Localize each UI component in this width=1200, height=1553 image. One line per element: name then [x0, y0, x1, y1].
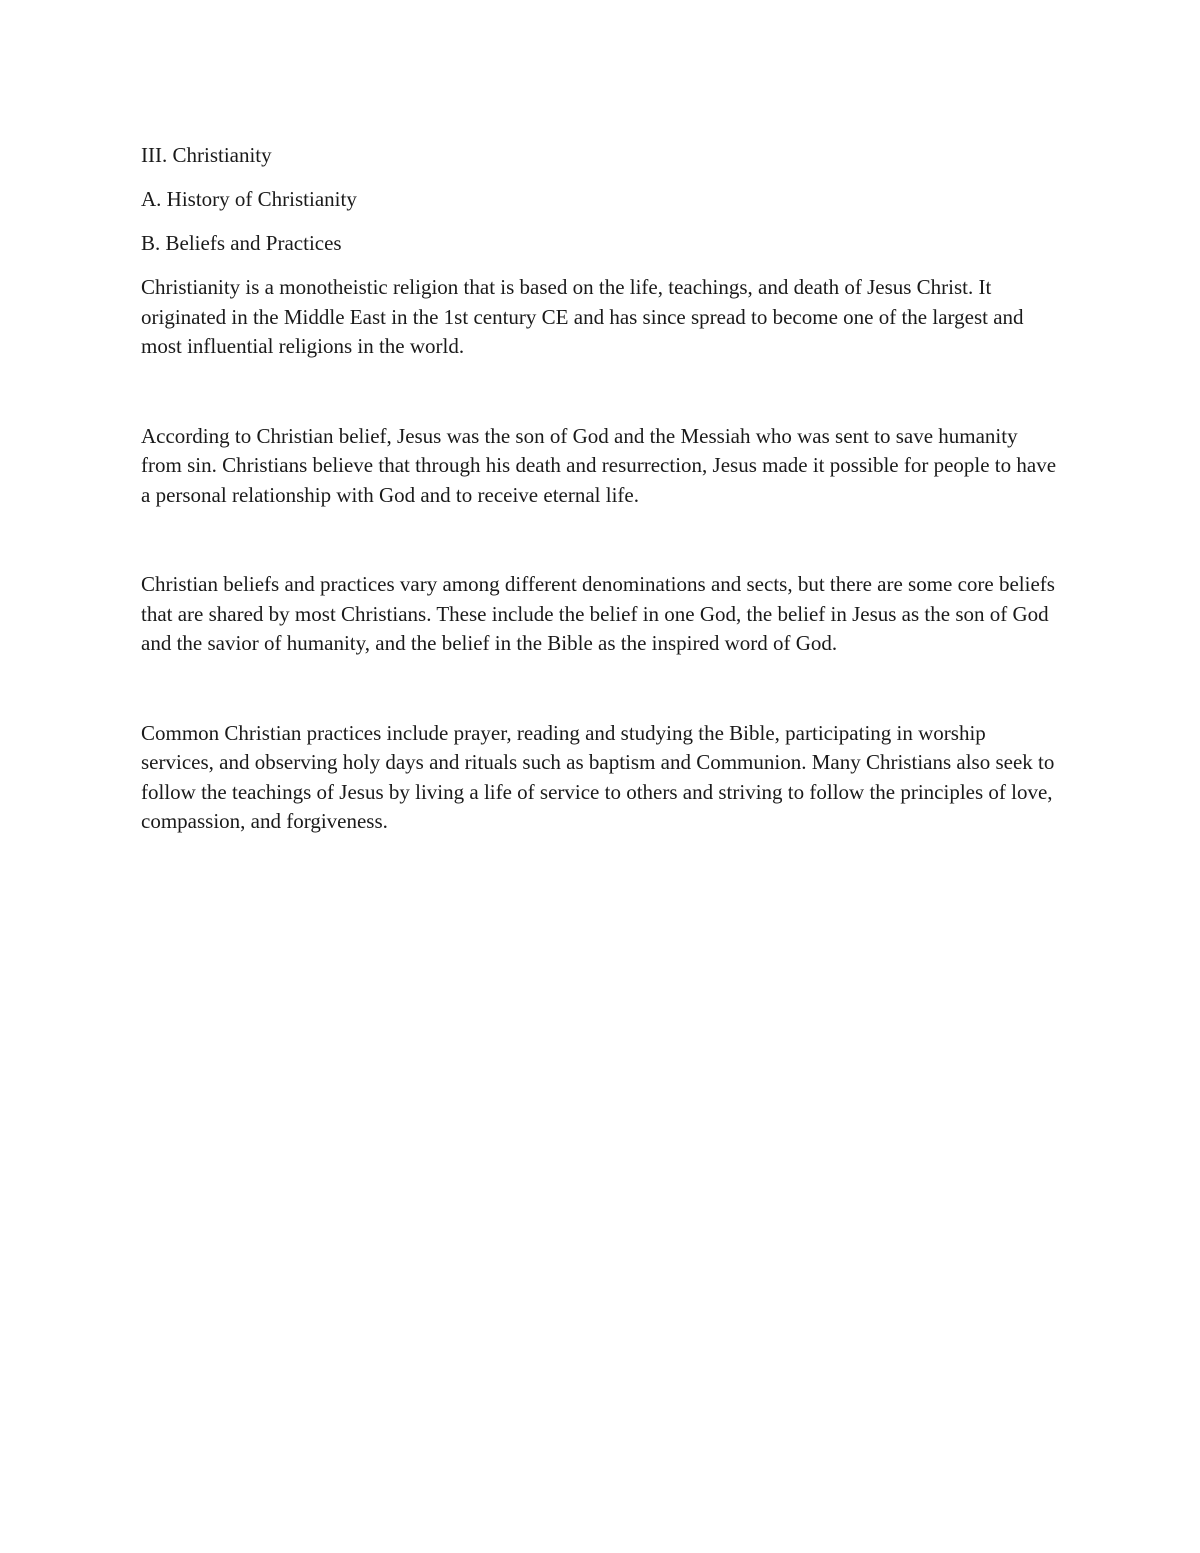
paragraph-practices: Common Christian practices include prayer, reading and studying the Bible, participating in worship services, and observing holy days and rituals such as baptism and Communion. Many Christians also seek to follow the teachings of Jesus by living a life of service to others and striving to follow the principles of love, compassion, and forgiveness.	[141, 720, 1055, 833]
section-heading: III. Christianity	[141, 143, 272, 167]
subsection-heading-beliefs: B. Beliefs and Practices	[141, 231, 342, 255]
document-body	[141, 141, 1061, 837]
paragraph-core-beliefs: Christian beliefs and practices vary among different denominations and sects, but there are some core beliefs that are shared by most Christians. These include the belief in one God, the belief in Jesus as the son of God and the savior of humanity, and the belief in the Bible as the inspired word of God.	[141, 572, 1055, 655]
paragraph-intro: Christianity is a monotheistic religion that is based on the life, teachings, and death of Jesus Christ. It originated in the Middle East in the 1st century CE and has since spread to become one of the largest and most influential religions in the world.	[141, 275, 1024, 358]
paragraph-belief-jesus: According to Christian belief, Jesus was the son of God and the Messiah who was sent to save humanity from sin. Christians believe that through his death and resurrection, Jesus made it possible for people to have a personal relationship with God and to receive eternal life.	[141, 423, 1057, 507]
subsection-heading-history: A. History of Christianity	[141, 187, 357, 211]
